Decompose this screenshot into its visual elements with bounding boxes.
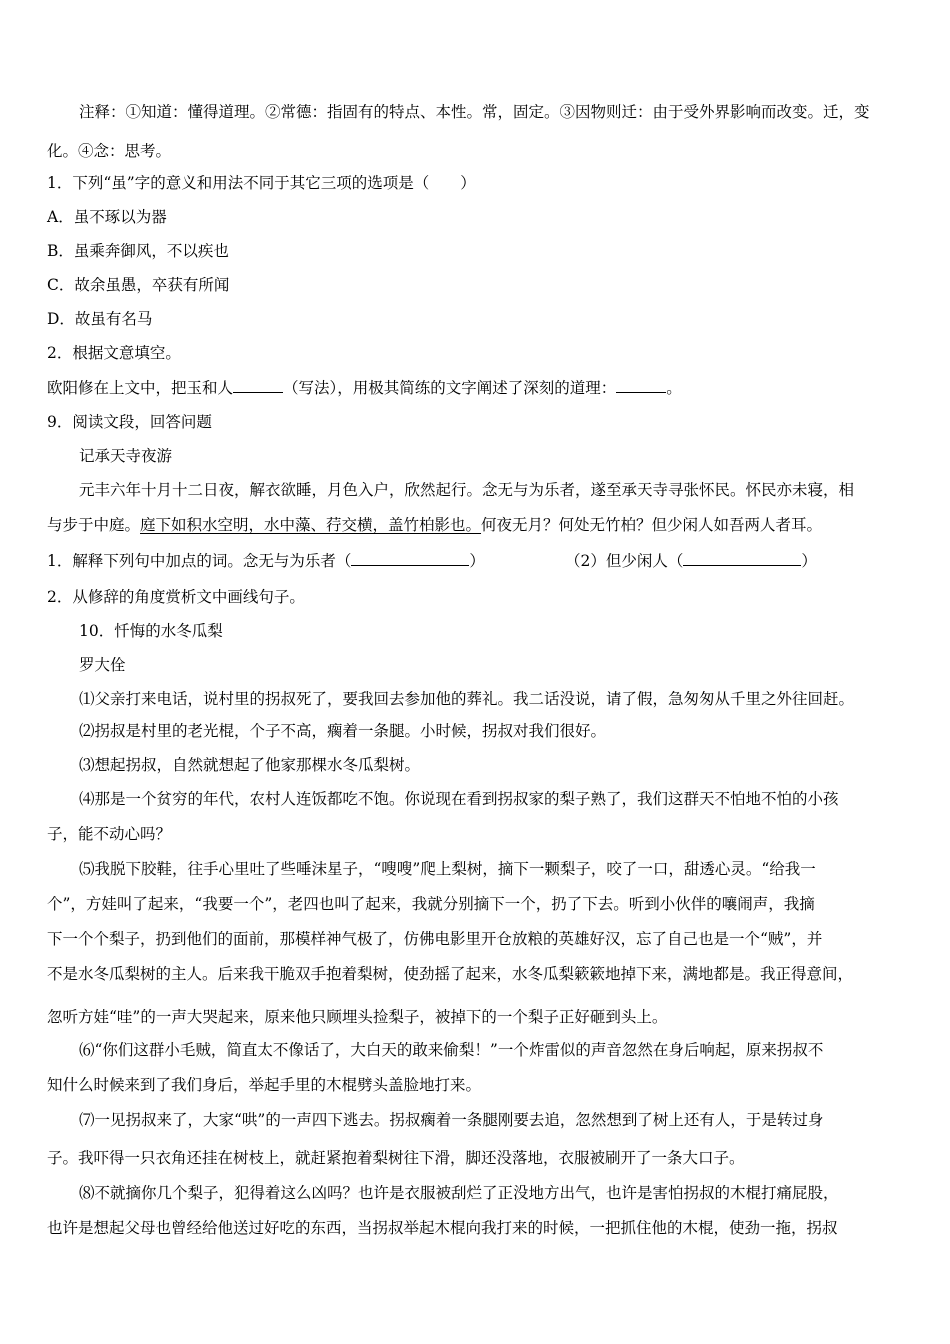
q9-1-close: ） [469, 552, 485, 570]
section-9-q2: 2．从修辞的角度赏析文中画线句子。 [47, 588, 305, 606]
q2-fill-line [47, 378, 682, 398]
section-9-q1b-line [565, 551, 817, 571]
s10-line: ⑶想起拐叔，自然就想起了他家那棵水冬瓜梨树。 [79, 756, 421, 774]
q1-option-a: A．虽不琢以为器 [47, 208, 167, 226]
s10-line: 不是水冬瓜梨树的主人。后来我干脆双手抱着梨树，使劲摇了起来，水冬瓜梨簌簌地掉下来，满地都是。我正得意间， [47, 965, 854, 983]
s10-line: ⑺一见拐叔来了，大家“哄”的一声四下逃去。拐叔瘸着一条腿刚要去追，忽然想到了树上还有人，于是转过身 [79, 1111, 824, 1129]
underlined-sentence: 庭下如积水空明，水中藻、荇交横，盖竹柏影也。 [140, 516, 482, 534]
q2-text-a: 欧阳修在上文中，把玉和人 [47, 379, 234, 397]
s10-line: ⑻不就摘你几个梨子，犯得着这么凶吗？也许是衣服被刮烂了正没地方出气，也许是害怕拐叔的木棍打痛屁股， [79, 1184, 839, 1202]
s10-line: 下一个个梨子，扔到他们的面前，那模样神气极了，仿佛电影里开仓放粮的英雄好汉，忘了自己也是一个“贼”，并 [47, 930, 823, 948]
s10-line: 忽听方娃“哇”的一声大哭起来，原来他只顾埋头捡梨子，被掉下的一个梨子正好砸到头上。 [47, 1008, 668, 1026]
section-9-q1-line [47, 551, 485, 571]
s10-line: ⑸我脱下胶鞋，往手心里吐了些唾沫星子，“嗖嗖”爬上梨树，摘下一颗梨子，咬了一口，甜透心灵。“给我一 [79, 860, 816, 878]
note-line-1: 注释：①知道：懂得道理。②常德：指固有的特点、本性。常，固定。③因物则迁：由于受外界影响而改变。迁，变 [79, 103, 870, 121]
s10-line: 个”，方娃叫了起来，“我要一个”，老四也叫了起来，我就分别摘下一个，扔了下去。听到小伙伴的嚷闹声，我摘 [47, 895, 815, 913]
q2-blank-1[interactable] [233, 378, 283, 393]
q9-1-label: 1．解释下列句中加点的词。念无与为乐者（ [47, 552, 352, 570]
q2-text-c: 。 [666, 379, 682, 397]
s10-line: ⑵拐叔是村里的老光棍，个子不高，瘸着一条腿。小时候，拐叔对我们很好。 [79, 722, 607, 740]
note-line-2: 化。④念：思考。 [47, 142, 172, 160]
q9-1b-label: （2）但少闲人（ [565, 552, 684, 570]
section-10-heading: 10．忏悔的水冬瓜梨 [79, 622, 223, 640]
section-10-author: 罗大佺 [79, 656, 126, 674]
para-text-post: 何夜无月？何处无竹柏？但少闲人如吾两人者耳。 [481, 516, 823, 534]
s10-line: 也许是想起父母也曾经给他送过好吃的东西，当拐叔举起木棍向我打来的时候，一把抓住他的木棍，使劲一拖，拐叔 [47, 1219, 838, 1237]
section-9-heading: 9．阅读文段，回答问题 [47, 413, 212, 431]
q9-1-blank[interactable] [351, 551, 469, 566]
section-9-para-line-1: 元丰六年十月十二日夜，解衣欲睡，月色入户，欣然起行。念无与为乐者，遂至承天寺寻张怀民。怀民亦未寝，相 [79, 481, 855, 499]
s10-line: ⑷那是一个贫穷的年代，农村人连饭都吃不饱。你说现在看到拐叔家的梨子熟了，我们这群天不怕地不怕的小孩 [79, 790, 839, 808]
s10-line: 知什么时候来到了我们身后，举起手里的木棍劈头盖脸地打来。 [47, 1076, 482, 1094]
q1-option-b: B．虽乘奔御风，不以疾也 [47, 242, 229, 260]
s10-line: ⑴父亲打来电话，说村里的拐叔死了，要我回去参加他的葬礼。我二话没说，请了假，急匆匆从千里之外往回赶。 [79, 690, 855, 708]
para-text-pre: 与步于中庭。 [47, 516, 141, 534]
section-9-title: 记承天寺夜游 [79, 447, 173, 465]
q1-option-d: D．故虽有名马 [47, 310, 153, 328]
s10-line: 子，能不动心吗？ [47, 825, 172, 843]
s10-line: ⑹“你们这群小毛贼，简直太不像话了，大白天的敢来偷梨！”一个炸雷似的声音忽然在身后响起，原来拐叔不 [79, 1041, 824, 1059]
q2-blank-2[interactable] [616, 378, 666, 393]
section-9-para-line-2 [47, 515, 822, 535]
q2-text-b: （写法），用极其简练的文字阐述了深刻的道理： [283, 379, 617, 397]
q9-1b-blank[interactable] [683, 551, 801, 566]
q1-stem: 1．下列“虽”字的意义和用法不同于其它三项的选项是（ ） [47, 174, 476, 192]
q2-stem: 2．根据文意填空。 [47, 344, 181, 362]
q9-1b-close: ） [801, 552, 817, 570]
q1-option-c: C．故余虽愚，卒获有所闻 [47, 276, 230, 294]
s10-line: 子。我吓得一只衣角还挂在树枝上，就赶紧抱着梨树往下滑，脚还没落地，衣服被刷开了一条大口子。 [47, 1149, 745, 1167]
